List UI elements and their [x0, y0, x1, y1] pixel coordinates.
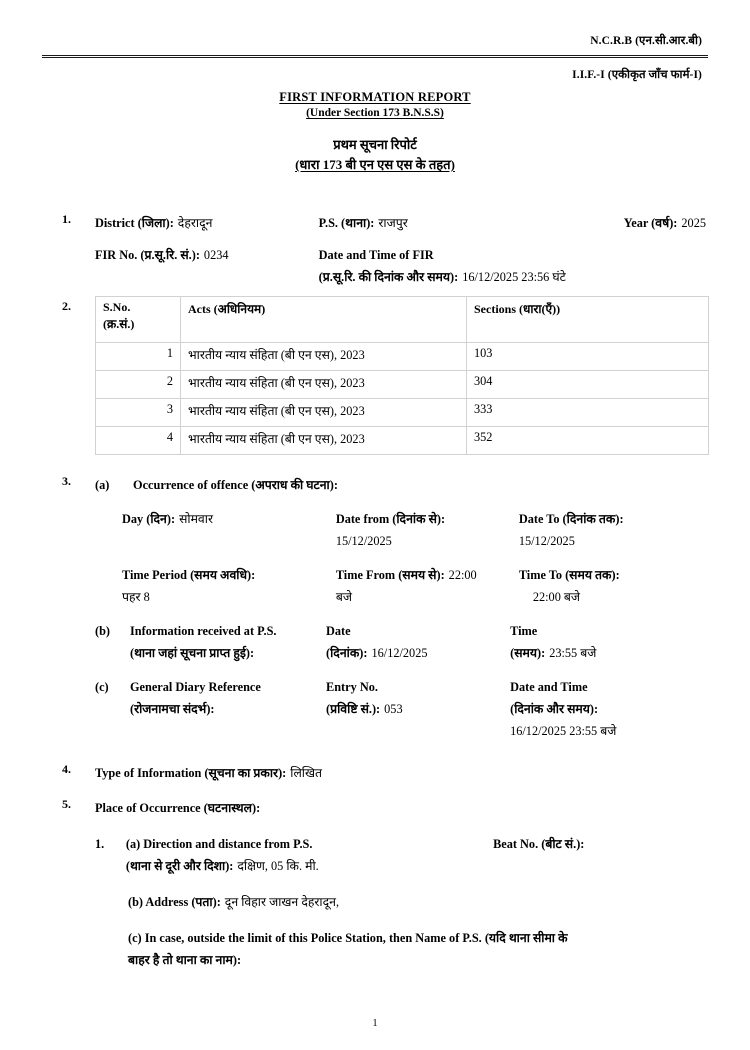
info-received-date-value: 16/12/2025: [371, 646, 428, 660]
column-header-acts: Acts (अधिनियम): [181, 297, 467, 343]
section-4-type-of-information: [42, 762, 708, 784]
time-from-value-unit: बजे: [335, 590, 352, 604]
ps-label: P.S. (थाना):: [318, 216, 375, 230]
date-to-label: Date To (दिनांक तक):: [518, 512, 624, 526]
info-received-time-label-line1: Time: [510, 624, 538, 638]
row-section: 333: [467, 399, 709, 427]
row-act: भारतीय न्याय संहिता (बी एन एस), 2023: [181, 427, 467, 455]
time-from-value: 22:00: [448, 568, 477, 582]
outside-limit-label-line2: बाहर है तो थाना का नाम):: [128, 953, 242, 967]
gd-datetime-label-line2: (दिनांक और समय):: [510, 702, 599, 716]
time-from-label: Time From (समय से):: [335, 568, 445, 582]
gd-datetime-value: 16/12/2025 23:55 बजे: [510, 724, 617, 738]
fir-datetime-label-line1: Date and Time of FIR: [318, 248, 434, 262]
row-act: भारतीय न्याय संहिता (बी एन एस), 2023: [181, 399, 467, 427]
day-value: सोमवार: [179, 512, 213, 526]
row-section: 304: [467, 371, 709, 399]
section-3a-marker: (a): [95, 478, 110, 492]
row-act: भारतीय न्याय संहिता (बी एन एस), 2023: [181, 343, 467, 371]
entry-no-value: 053: [384, 702, 403, 716]
title-english-main: FIRST INFORMATION REPORT: [279, 90, 471, 104]
row-section: 352: [467, 427, 709, 455]
section-3-occurrence: [42, 474, 708, 742]
page-number-footer: 1: [372, 1018, 378, 1029]
outside-limit-label-line1: (c) In case, outside the limit of this Police Station, then Name of P.S. (यदि थाना सीमा के: [128, 931, 568, 945]
address-label: (b) Address (पता):: [128, 895, 221, 909]
row-section: 103: [467, 343, 709, 371]
time-period-value: पहर 8: [122, 590, 150, 604]
document-title-block: [0, 90, 750, 175]
ncrb-header-label: N.C.R.B (एन.सी.आर.बी): [590, 35, 702, 47]
day-label: Day (दिन):: [122, 512, 176, 526]
year-value: 2025: [681, 216, 706, 230]
district-label: District (जिला):: [95, 216, 174, 230]
type-of-information-label: Type of Information (सूचना का प्रकार):: [95, 766, 287, 780]
gd-datetime-label-line1: Date and Time: [510, 680, 588, 694]
table-row: [96, 427, 709, 455]
column-header-sno-line1: S.No.: [103, 300, 131, 314]
fir-datetime-label-line2: (प्र.सू.रि. की दिनांक और समय):: [318, 270, 459, 284]
acts-table: [95, 296, 709, 455]
table-row: [96, 371, 709, 399]
column-header-sections: Sections (धारा(एँ)): [467, 297, 709, 343]
date-to-value: 15/12/2025: [518, 534, 575, 548]
title-hindi-main: प्रथम सूचना रिपोर्ट: [333, 137, 417, 152]
info-received-date-label-line2: (दिनांक):: [326, 646, 368, 660]
title-hindi-sub: (धारा 173 बी एन एस एस के तहत): [295, 157, 455, 172]
acts-table-header-row: [96, 297, 709, 343]
section-3b-marker: (b): [95, 624, 111, 638]
section-2-acts-sections-table: [42, 296, 709, 455]
type-of-information-value: लिखित: [290, 766, 323, 780]
title-english-sub: (Under Section 173 B.N.S.S): [306, 107, 444, 119]
entry-no-label-line2: (प्रविष्टि सं.):: [326, 702, 381, 716]
section-4-number: 4.: [62, 762, 71, 776]
date-from-value: 15/12/2025: [335, 534, 392, 548]
time-period-label: Time Period (समय अवधि):: [122, 568, 256, 582]
beat-no-label: Beat No. (बीट सं.):: [493, 837, 585, 851]
table-row: [96, 399, 709, 427]
occurrence-of-offence-title: Occurrence of offence (अपराध की घटना):: [133, 478, 338, 492]
direction-distance-label-line2: (थाना से दूरी और दिशा):: [125, 859, 234, 873]
row-act: भारतीय न्याय संहिता (बी एन एस), 2023: [181, 371, 467, 399]
iif-form-label: I.I.F.-I (एकीकृत जाँच फार्म-I): [572, 69, 702, 81]
direction-distance-value: दक्षिण, 05 कि. मी.: [237, 859, 319, 873]
info-received-time-value: 23:55 बजे: [549, 646, 597, 660]
place-of-occurrence-title: Place of Occurrence (घटनास्थल):: [95, 801, 261, 815]
header-double-rule: [42, 55, 708, 58]
year-label: Year (वर्ष):: [623, 216, 678, 230]
section-1-district-fir: [42, 212, 708, 288]
column-header-sno-line2: (क्र.सं.): [103, 317, 135, 331]
acts-table-body: [96, 343, 709, 455]
section-3c-marker: (c): [95, 680, 109, 694]
row-sno: 2: [96, 371, 181, 399]
section-3-number: 3.: [62, 474, 71, 488]
info-received-label-line1: Information received at P.S.: [129, 624, 277, 638]
time-to-label: Time To (समय तक):: [518, 568, 620, 582]
info-received-date-label-line1: Date: [326, 624, 351, 638]
row-sno: 1: [96, 343, 181, 371]
place-item-number: 1.: [95, 837, 105, 851]
row-sno: 4: [96, 427, 181, 455]
fir-no-value: 0234: [203, 248, 229, 262]
column-header-sno: [96, 297, 181, 343]
general-diary-label-line1: General Diary Reference: [129, 680, 261, 694]
time-to-value: 22:00 बजे: [532, 590, 581, 604]
direction-distance-label-line1: (a) Direction and distance from P.S.: [125, 837, 313, 851]
entry-no-label-line1: Entry No.: [326, 680, 378, 694]
table-row: [96, 343, 709, 371]
fir-no-label: FIR No. (प्र.सू.रि. सं.):: [95, 248, 200, 262]
fir-datetime-value: 16/12/2025 23:56 घंटे: [462, 270, 566, 284]
section-2-number: 2.: [62, 299, 71, 313]
info-received-label-line2: (थाना जहां सूचना प्राप्त हुई):: [129, 646, 255, 660]
date-from-label: Date from (दिनांक से):: [335, 512, 446, 526]
row-sno: 3: [96, 399, 181, 427]
section-5-place-of-occurrence: [42, 797, 708, 971]
info-received-time-label-line2: (समय):: [510, 646, 546, 660]
address-value: दून विहार जाखन देहरादून,: [224, 895, 340, 909]
district-value: देहरादून: [177, 216, 213, 230]
general-diary-label-line2: (रोजनामचा संदर्भ):: [129, 702, 215, 716]
section-5-number: 5.: [62, 797, 71, 811]
section-1-number: 1.: [62, 212, 71, 226]
ps-value: राजपुर: [378, 216, 408, 230]
